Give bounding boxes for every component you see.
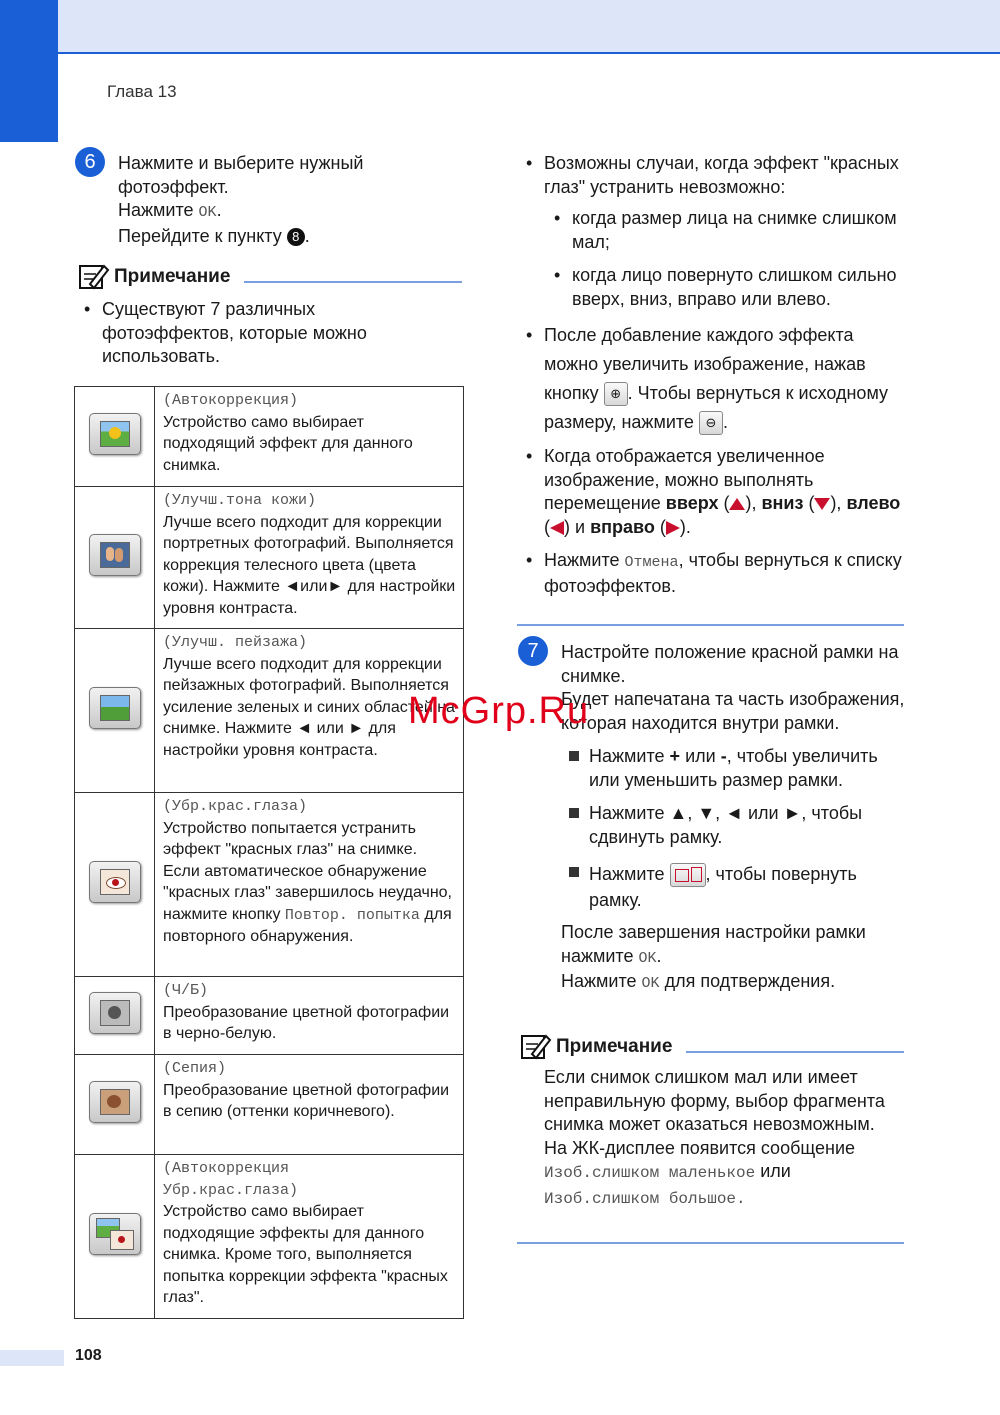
sub-bullet-face-rotated: • когда лицо повернуто слишком сильно вверх, вниз, вправо или влево. (554, 264, 906, 311)
effect-desc: Лучше всего подходит для коррекции пейзажных фотографий. Выполняется усиление зеленых и синих областей на снимке. Нажмите ◄ или ► для настройки уровня контраста. (163, 655, 455, 759)
zoom-in-icon[interactable]: ⊕ (604, 382, 628, 406)
rotate-text-a: Нажмите (589, 864, 670, 884)
note-2-rule (686, 1051, 904, 1053)
step-6-badge: 6 (75, 147, 105, 177)
step-ref-badge (287, 228, 305, 246)
step-7-badge: 7 (518, 636, 548, 666)
note-2-body (544, 1066, 894, 1211)
note-1-header (78, 262, 462, 292)
effect-code: (Улучш. пейзажа) (163, 634, 308, 651)
resize-text-a: Нажмите (589, 746, 670, 766)
note-1 (78, 262, 462, 369)
effect-text-cell (155, 387, 464, 487)
bullet-pan: • Когда отображается увеличенное изображение, можно выполнять перемещение вверх ( ), вниз ( ), влево ( ) и вправо ( ). (526, 445, 906, 539)
effect-desc-part: для повторного обнаружения. (163, 905, 452, 945)
step-7-p2: Будет напечатана та часть изображения, которая находится внутри рамки. (561, 689, 905, 733)
black-white-icon[interactable] (89, 992, 141, 1034)
note-1-rule (244, 281, 462, 283)
right-column (526, 152, 906, 598)
note-2-title: Примечание (556, 1036, 673, 1057)
step-7-item-move: Нажмите ▲, ▼, ◄ или ►, чтобы сдвинуть рамку. (569, 802, 906, 849)
step-6-line3-pre: Нажмите (118, 200, 199, 220)
up-arrow-icon (729, 498, 745, 510)
note-2-or: или (755, 1161, 791, 1181)
pan-up-label: вверх (665, 493, 719, 513)
minus-key: - (720, 746, 727, 766)
pan-right-label: вправо (590, 516, 655, 537)
after3-post: для подтверждения. (659, 971, 836, 992)
skin-tone-icon[interactable] (89, 534, 141, 576)
effect-desc-part: Устройство попытается устранить эффект "красных глаз" на снимке. Если автоматическое обнаружение "красных глаз" завершилось неудачно, нажмите кнопку (163, 819, 452, 923)
rotate-text-b: , чтобы повернуть рамку. (589, 864, 857, 911)
bullet-red-eye-cases: • Возможны случаи, когда эффект "красных глаз" устранить невозможно: (526, 152, 906, 199)
zoom-out-icon[interactable]: ⊖ (699, 411, 723, 435)
watermark: McGrp.Ru (408, 690, 590, 732)
effect-desc: Устройство само выбирает подходящие эффекты для данного снимка. Кроме того, выполняется попытка коррекции эффекта "красных глаз". (163, 1203, 448, 1306)
step-7-after3 (561, 970, 906, 996)
step-7-item-rotate (569, 861, 906, 913)
note-1-title: Примечание (114, 266, 231, 287)
right-arrow-icon (666, 521, 680, 535)
table-row (75, 1055, 464, 1155)
down-arrow-icon (814, 498, 830, 510)
effect-desc: Преобразование цветной фотографии в черно-белую. (163, 1003, 450, 1042)
left-arrow-icon (550, 521, 564, 535)
effect-desc: Преобразование цветной фотографии в сепию (оттенки коричневого). (163, 1081, 450, 1120)
effect-icon-cell (75, 1155, 155, 1319)
effect-code: (Убр.крас.глаза) (163, 798, 308, 815)
step-6-line4 (118, 225, 478, 249)
step-6-line3-post: . (216, 200, 222, 220)
zoom-text-a: После добавление каждого эффекта можно увеличить изображение, нажав кнопку (544, 325, 866, 403)
effect-code: (Ч/Б) (163, 982, 209, 999)
red-eye-icon[interactable] (89, 861, 141, 903)
effect-icon-cell (75, 487, 155, 629)
effect-text-cell (155, 487, 464, 629)
step-7-item-resize (569, 745, 906, 792)
step-ref-number: 8 (292, 228, 300, 244)
effects-table (74, 386, 464, 1319)
step-6-line1: Нажмите и выберите нужный (118, 153, 364, 173)
rotate-frame-icon[interactable] (670, 863, 706, 887)
step-6-line2: фотоэффект. (118, 176, 229, 197)
pan-and: и (570, 516, 591, 537)
chapter-title: Глава 13 (107, 82, 177, 101)
auto-red-eye-icon[interactable] (89, 1213, 141, 1255)
effect-text-cell (155, 977, 464, 1055)
note-2 (520, 1032, 904, 1211)
effect-desc (163, 818, 456, 948)
note-1-bullet: • Существуют 7 различных фотоэффектов, которые можно использовать. (84, 298, 422, 369)
zoom-text-c: . (722, 412, 728, 432)
effect-icon-cell (75, 977, 155, 1055)
step-6-text (118, 152, 478, 248)
after3-pre: Нажмите (561, 971, 642, 992)
effect-code: (Сепия) (163, 1060, 227, 1077)
footer-bar (0, 1350, 64, 1366)
table-row (75, 487, 464, 629)
msg-too-large-code: Изоб.слишком большое. (544, 1189, 746, 1208)
ok-code: OK (198, 204, 217, 221)
effect-code: Убр.крас.глаза) (163, 1181, 299, 1199)
step-6-line4-pre: Перейдите к пункту (118, 225, 287, 246)
header-bar (58, 0, 1000, 54)
landscape-icon[interactable] (89, 687, 141, 729)
page-number: 108 (75, 1347, 102, 1364)
step-6-line3 (118, 199, 478, 225)
effect-text-cell (155, 1155, 464, 1319)
chapter-side-tab (0, 0, 58, 142)
effect-desc: Устройство само выбирает подходящий эффект для данного снимка. (163, 413, 413, 474)
effect-desc: Лучше всего подходит для коррекции портретных фотографий. Выполняется коррекция телесного цвета (цвета кожи). Нажмите ◄или► для настройки уровня контраста. (163, 513, 456, 617)
step-7-p1: Настройте положение красной рамки на снимке. (561, 642, 899, 686)
effect-icon-cell (75, 387, 155, 487)
sub-bullet-face-small: • когда размер лица на снимке слишком мал; (554, 207, 906, 254)
note-2-text: Если снимок слишком мал или имеет неправильную форму, выбор фрагмента снимка может оказаться невозможным. На ЖК-дисплее появится сообщение (544, 1067, 885, 1158)
resize-text-b: , чтобы увеличить или уменьшить размер рамки. (589, 746, 878, 790)
effect-code: (Автокоррекция (163, 1160, 290, 1177)
effect-icon-cell (75, 793, 155, 977)
pan-text: Когда отображается увеличенное изображение, можно выполнять перемещение (544, 446, 825, 513)
zoom-text-b: . Чтобы вернуться к исходному размеру, нажмите (544, 383, 889, 432)
table-row (75, 629, 464, 793)
pan-down-label: вниз (761, 493, 804, 513)
step-7-text (561, 641, 906, 996)
auto-correct-icon[interactable] (89, 413, 141, 455)
after2-pre: нажмите (561, 945, 639, 966)
effect-code: (Улучш.тона кожи) (163, 492, 317, 509)
section-divider (517, 624, 904, 626)
note-2-header (520, 1032, 904, 1062)
ok-code: OK (641, 975, 660, 993)
cancel-text-b: , чтобы вернуться к списку фотоэффектов. (544, 550, 902, 596)
ok-code: OK (638, 949, 657, 967)
effect-text-cell (155, 1055, 464, 1155)
pan-left-label: влево (846, 493, 901, 513)
resize-text-mid: или (680, 746, 721, 766)
effect-text-cell (155, 793, 464, 977)
step-7-after2 (561, 945, 906, 971)
table-row (75, 793, 464, 977)
note-pencil-icon (520, 1032, 552, 1062)
table-row (75, 977, 464, 1055)
sepia-icon[interactable] (89, 1081, 141, 1123)
note-2-bottom-rule (517, 1242, 904, 1244)
table-row (75, 387, 464, 487)
retry-code: Повтор. попытка (284, 906, 420, 924)
effect-code: (Автокоррекция) (163, 392, 299, 409)
plus-key: + (669, 746, 681, 766)
table-row (75, 1155, 464, 1319)
step-6-line4-post: . (304, 225, 310, 246)
note-pencil-icon (78, 262, 110, 292)
bullet-cancel (526, 549, 906, 598)
cancel-code: Отмена (624, 554, 679, 571)
effect-icon-cell (75, 1055, 155, 1155)
step-7-after1: После завершения настройки рамки (561, 922, 866, 943)
bullet-zoom (526, 321, 906, 437)
cancel-text-a: Нажмите (544, 550, 625, 570)
effect-icon-cell (75, 629, 155, 793)
after2-post: . (656, 945, 662, 966)
msg-too-small-code: Изоб.слишком маленькое (544, 1164, 756, 1182)
